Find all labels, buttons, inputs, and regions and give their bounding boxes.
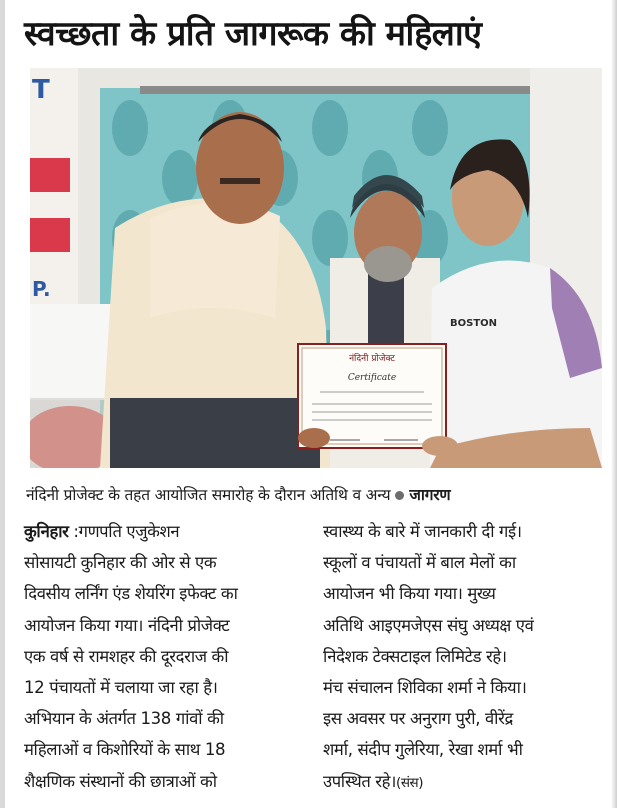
article-line: महिलाओं व किशोरियों के साथ 18 — [24, 740, 226, 760]
article-line: 12 पंचायतों में चलाया जा रहा है। — [24, 677, 218, 697]
article-line: स्कूलों व पंचायतों में बाल मेलों का — [323, 553, 516, 573]
banner-letter: P. — [32, 277, 51, 301]
article-line: दिवसीय लर्निंग एंड शेयरिंग इफेक्ट का — [24, 584, 238, 604]
article-line: मंच संचालन शिविका शर्मा ने किया। — [323, 677, 527, 697]
certificate-title: नंदिनी प्रोजेक्ट — [349, 354, 395, 364]
caption-text: नंदिनी प्रोजेक्ट के तहत आयोजित समारोह के दौरान अतिथि व अन्य — [26, 486, 391, 504]
page-edge-right — [611, 0, 617, 808]
article-line: कुनिहार :गणपति एजुकेशन — [24, 522, 180, 541]
shirt-text: BOSTON — [450, 318, 498, 329]
article-line: सोसायटी कुनिहार की ओर से एक — [24, 553, 217, 573]
article-column-left — [24, 516, 310, 797]
bullet-dot-icon — [395, 491, 404, 500]
article-line: इस अवसर पर अनुराग पुरी, वीरेंद्र — [323, 709, 513, 729]
caption-source: जागरण — [409, 486, 451, 504]
article-line: निदेशक टेक्सटाइल लिमिटेड रहे। — [323, 646, 507, 666]
banner-letter: T — [32, 75, 50, 105]
article-line: आयोजन भी किया गया। मुख्य — [323, 584, 496, 604]
dateline: कुनिहार — [24, 522, 69, 541]
headline: स्वच्छता के प्रति जागरूक की महिलाएं — [24, 14, 482, 54]
article-line: स्वास्थ्य के बारे में जानकारी दी गई। — [323, 522, 522, 541]
article-column-right — [323, 516, 609, 797]
article-line: शर्मा, संदीप गुलेरिया, रेखा शर्मा भी — [323, 740, 523, 760]
certificate-heading: Certificate — [347, 373, 397, 383]
article-line: अभियान के अंतर्गत 138 गांवों की — [24, 709, 224, 729]
article-line: एक वर्ष से रामशहर की दूरदराज की — [24, 646, 229, 666]
article-line: आयोजन किया गया। नंदिनी प्रोजेक्ट — [24, 615, 230, 635]
certificate-image — [298, 344, 458, 456]
photo-caption — [26, 480, 606, 510]
page-edge-left — [0, 0, 5, 808]
news-photo — [30, 68, 602, 468]
article-line: शैक्षणिक संस्थानों की छात्राओं को — [24, 771, 217, 791]
article-credit: (संस) — [395, 774, 424, 791]
photo-image — [30, 68, 602, 468]
article-line: अतिथि आइएमजेएस संघु अध्यक्ष एवं — [323, 615, 534, 635]
banner — [30, 68, 78, 308]
article-line: उपस्थित रहे।(संस) — [323, 771, 424, 791]
